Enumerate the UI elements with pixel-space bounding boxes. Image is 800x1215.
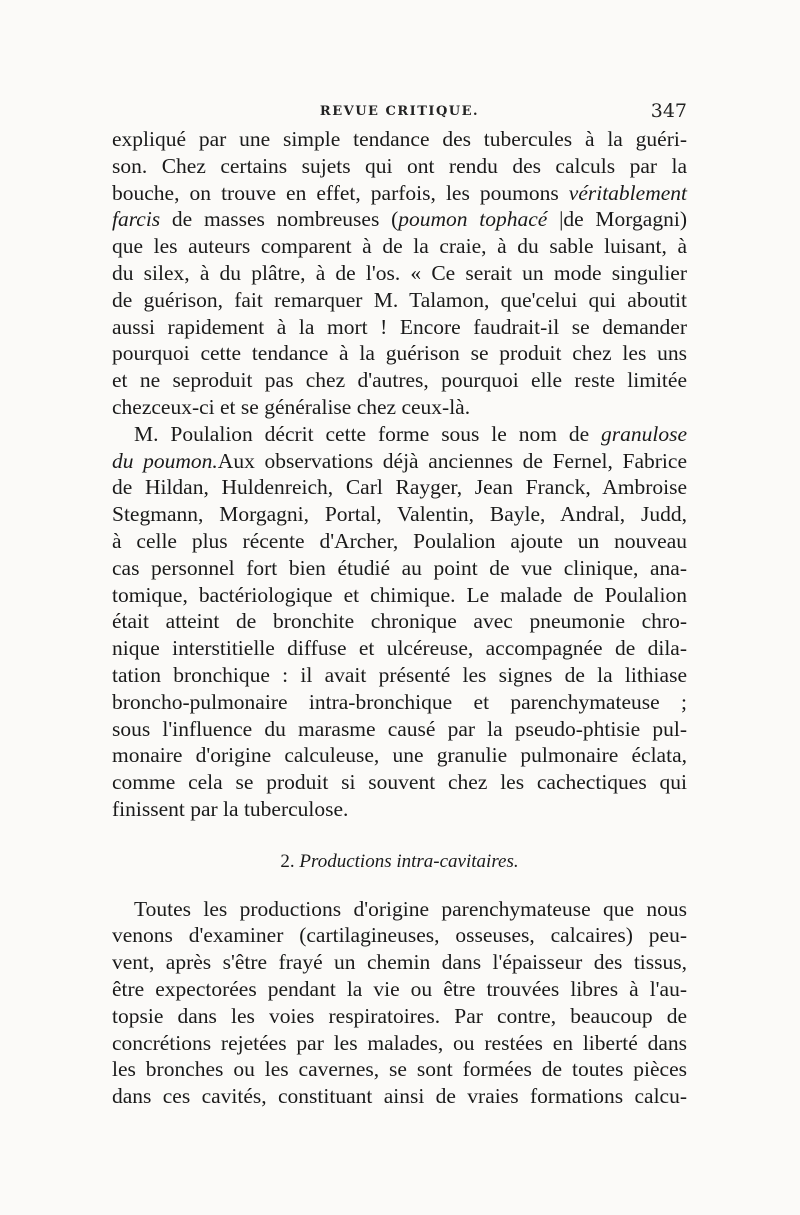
text-line: son. Chez certains sujets qui ont rendu des calculs par la (112, 153, 687, 178)
page-number: 347 (650, 100, 687, 122)
text-line: venons d'examiner (cartilagineuses, osseuses, calcaires) peu- (112, 923, 687, 948)
italic-segment: granulose (601, 421, 688, 446)
italic-segment: du poumon. (112, 448, 218, 473)
text-line: de Hildan, Huldenreich, Carl Rayger, Jean Franck, Ambroise (112, 475, 687, 500)
text-line: expliqué par une simple tendance des tubercules à la guéri- (112, 127, 687, 151)
text-line: cas personnel fort bien étudié au point de vue clinique, ana- (112, 555, 687, 580)
section-heading (112, 849, 687, 876)
text-line: les bronches ou les cavernes, se sont formées de toutes pièces (112, 1057, 687, 1082)
text-line: à celle plus récente d'Archer, Poulalion ajoute un nouveau (112, 528, 687, 553)
text-segment: |de Morgagni) (547, 207, 687, 232)
text-line: dans ces cavités, constituant ainsi de vraies formations calcu- (112, 1084, 687, 1109)
text-line: Toutes les productions d'origine parenchymateuse que nous (134, 896, 687, 921)
text-line: être expectorées pendant la vie ou être trouvées libres à l'au- (112, 976, 687, 1001)
italic-segment: véritablement (568, 180, 687, 205)
text-line (112, 448, 687, 475)
text-line: et ne seproduit pas chez d'autres, pourquoi elle reste limitée (112, 368, 687, 393)
text-line: était atteint de bronchite chronique avec pneumonie chro- (112, 609, 687, 634)
text-line: chezceux-ci et se généralise chez ceux-là. (112, 394, 471, 419)
text-line: que les auteurs comparent à de la craie, à du sable luisant, à (112, 234, 687, 259)
text-segment: de masses nombreuses ( (160, 207, 399, 232)
body-text (112, 126, 687, 1110)
text-line: aussi rapidement à la mort ! Encore faudrait-il se demander (112, 314, 687, 339)
italic-segment: poumon tophacé (398, 207, 548, 232)
text-line (112, 421, 687, 448)
text-line (112, 180, 687, 207)
text-line: monaire d'origine calculeuse, une granulie pulmonaire éclata, (112, 743, 687, 768)
text-line: finissent par la tuberculose. (112, 796, 349, 821)
text-line: concrétions rejetées par les malades, ou restées en liberté dans (112, 1030, 687, 1055)
text-segment: M. Poulalion décrit cette forme sous le nom de (134, 421, 590, 446)
text-line (112, 206, 687, 233)
text-line: nique interstitielle diffuse et ulcéreuse, accompagnée de dila- (112, 636, 687, 661)
text-line: vent, après s'être frayé un chemin dans l'épaisseur des tissus, (112, 950, 687, 975)
text-segment: Aux observations déjà anciennes de Fernel, Fabrice (217, 448, 687, 473)
text-line: de guérison, fait remarquer M. Talamon, que'celui qui aboutit (112, 287, 687, 312)
section-number: 2. (280, 850, 295, 872)
text-line: comme cela se produit si souvent chez les cachectiques qui (112, 770, 687, 795)
italic-segment: farcis (112, 207, 161, 232)
section-title: Productions intra-cavitaires. (299, 850, 519, 872)
text-line: pourquoi cette tendance à la guérison se produit chez les uns (112, 341, 687, 366)
text-line: sous l'influence du marasme causé par la pseudo-phtisie pul- (112, 716, 687, 741)
text-line: broncho-pulmonaire intra-bronchique et parenchymateuse ; (112, 689, 687, 714)
text-line: topsie dans les voies respiratoires. Par contre, beaucoup de (112, 1003, 687, 1028)
text-line: Stegmann, Morgagni, Portal, Valentin, Bayle, Andral, Judd, (112, 502, 687, 527)
text-segment: bouche, on trouve en effet, parfois, les poumons (112, 180, 559, 205)
text-line: du silex, à du plâtre, à de l'os. « Ce serait un mode singulier (112, 260, 687, 285)
running-title: REVUE CRITIQUE. (319, 104, 480, 119)
page-header (112, 100, 687, 124)
text-line: tomique, bactériologique et chimique. Le malade de Poulalion (112, 582, 687, 607)
text-line: tation bronchique : il avait présenté les signes de la lithiase (112, 662, 687, 687)
